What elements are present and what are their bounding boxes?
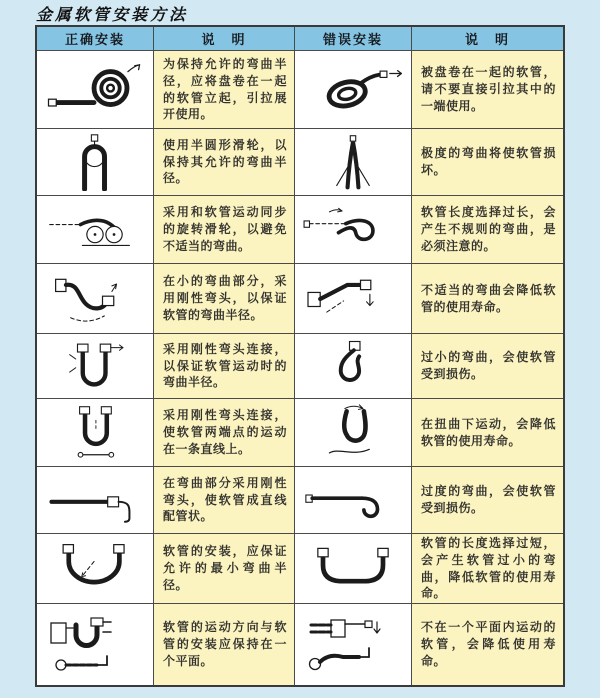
too-small-bend-hook-icon: [297, 338, 409, 394]
wrong-image-cell: [295, 466, 412, 533]
wrong-image-cell: [295, 195, 412, 263]
wrong-image-cell: [295, 50, 412, 128]
straight-piping-with-rigid-elbow-icon: [39, 471, 151, 529]
wrong-image-cell: [295, 533, 412, 603]
rigid-elbow-at-small-bend-icon: [39, 269, 151, 329]
over-bent-hose-end-icon: [297, 471, 409, 529]
wrong-note-text: 过小的弯曲，会使软管受到损伤。: [421, 350, 556, 381]
correct-image-cell: [37, 195, 154, 263]
rigid-elbow-connection-u-bend-icon: [39, 338, 151, 394]
header-explanation-left: 说 明: [154, 27, 295, 50]
over-long-hose-irregular-bend-icon: [297, 201, 409, 259]
wrong-image-cell: [295, 128, 412, 195]
coiled-hose-pulled-by-one-end-icon: [297, 59, 409, 121]
too-short-hose-flat-bend-icon: [297, 539, 409, 599]
wrong-note-text: 在扭曲下运动，会降低软管的使用寿命。: [421, 416, 556, 448]
wrong-image-cell: [295, 603, 412, 685]
correct-note-cell: [154, 50, 295, 128]
correct-image-cell: [37, 398, 154, 466]
correct-image-cell: [37, 333, 154, 398]
improper-sharp-bend-icon: [297, 269, 409, 329]
correct-note-cell: [154, 533, 295, 603]
correct-note-cell: [154, 603, 295, 685]
u-bend-minimum-radius-icon: [39, 539, 151, 599]
wrong-note-text: 不在一个平面内运动的软管，会降低使用寿命。: [421, 620, 556, 668]
correct-note-text: 采用刚性弯头连接，使软管两端点的运动在一条直线上。: [163, 408, 287, 456]
page-title: 金属软管安装方法: [36, 7, 189, 24]
correct-note-text: 软管的安装，应保证允许的最小弯曲半径。: [163, 544, 287, 592]
correct-note-cell: [154, 398, 295, 466]
table-header-row: [37, 27, 563, 50]
correct-image-cell: [37, 263, 154, 333]
table-row: [37, 195, 563, 263]
wrong-image-cell: [295, 263, 412, 333]
correct-note-cell: [154, 263, 295, 333]
hose-over-semicircular-pulley-icon: [39, 133, 151, 191]
correct-image-cell: [37, 50, 154, 128]
correct-image-cell: [37, 603, 154, 685]
table-row: [37, 466, 563, 533]
correct-note-text: 采用刚性弯头连接，以保证软管运动时的弯曲半径。: [163, 341, 287, 390]
wrong-note-text: 软管的长度选择过短，会产生软管过小的弯曲，降低软管的使用寿命。: [421, 535, 556, 601]
header-wrong-install: 错误安装: [295, 27, 412, 50]
wrong-note-cell: [412, 50, 563, 128]
correct-note-cell: [154, 128, 295, 195]
table-row: [37, 128, 563, 195]
wrong-note-text: 极度的弯曲将使软管损坏。: [421, 146, 556, 177]
header-correct-install: 正确安装: [37, 27, 154, 50]
wrong-note-cell: [412, 533, 563, 603]
table-row: [37, 603, 563, 685]
hose-moving-under-torsion-icon: [297, 404, 409, 462]
correct-note-cell: [154, 333, 295, 398]
table-row: [37, 333, 563, 398]
wrong-note-text: 软管长度选择过长，会产生不规则的弯曲，是必须注意的。: [421, 205, 556, 253]
correct-note-text: 软管的运动方向与软管的安装应保持在一个平面。: [163, 620, 287, 668]
hose-motion-in-same-plane-icon: [39, 613, 151, 677]
correct-note-text: 使用半圆形滑轮，以保持其允许的弯曲半径。: [163, 137, 287, 186]
correct-image-cell: [37, 466, 154, 533]
table-row: [37, 533, 563, 603]
table-row: [37, 263, 563, 333]
wrong-note-cell: [412, 466, 563, 533]
hose-pinched-extreme-bend-icon: [297, 133, 409, 191]
correct-note-cell: [154, 195, 295, 263]
wrong-note-cell: [412, 195, 563, 263]
coiled-hose-stood-up-and-unrolled-icon: [39, 59, 151, 121]
correct-image-cell: [37, 128, 154, 195]
correct-note-text: 为保持允许的弯曲半径，应将盘卷在一起的软管立起，引拉展开使用。: [163, 56, 287, 122]
wrong-note-cell: [412, 263, 563, 333]
wrong-note-cell: [412, 603, 563, 685]
wrong-note-text: 不适当的弯曲会降低软管的使用寿命。: [421, 282, 556, 314]
wrong-image-cell: [295, 333, 412, 398]
wrong-image-cell: [295, 398, 412, 466]
rigid-elbow-endpoints-on-straight-line-icon: [39, 404, 151, 462]
correct-note-text: 在小的弯曲部分，采用刚性弯头，以保证软管的弯曲半径。: [163, 274, 287, 322]
wrong-note-cell: [412, 128, 563, 195]
wrong-note-text: 被盘卷在一起的软管，请不要直接引拉其中的一端使用。: [421, 65, 556, 113]
wrong-note-cell: [412, 333, 563, 398]
correct-note-text: 采用和软管运动同步的旋转滑轮，以避免不适当的弯曲。: [163, 205, 287, 253]
table-row: [37, 50, 563, 128]
hose-on-synchronized-rotating-pulleys-icon: [39, 201, 151, 259]
installation-table: [35, 25, 565, 687]
correct-note-text: 在弯曲部分采用刚性弯头，使软管成直线配管状。: [163, 475, 287, 524]
correct-image-cell: [37, 533, 154, 603]
wrong-note-text: 过度的弯曲，会使软管受到损伤。: [421, 484, 556, 515]
header-explanation-right: 说 明: [464, 32, 510, 47]
wrong-note-cell: [412, 398, 563, 466]
correct-note-cell: [154, 466, 295, 533]
table-row: [37, 398, 563, 466]
hose-motion-out-of-plane-icon: [297, 613, 409, 677]
